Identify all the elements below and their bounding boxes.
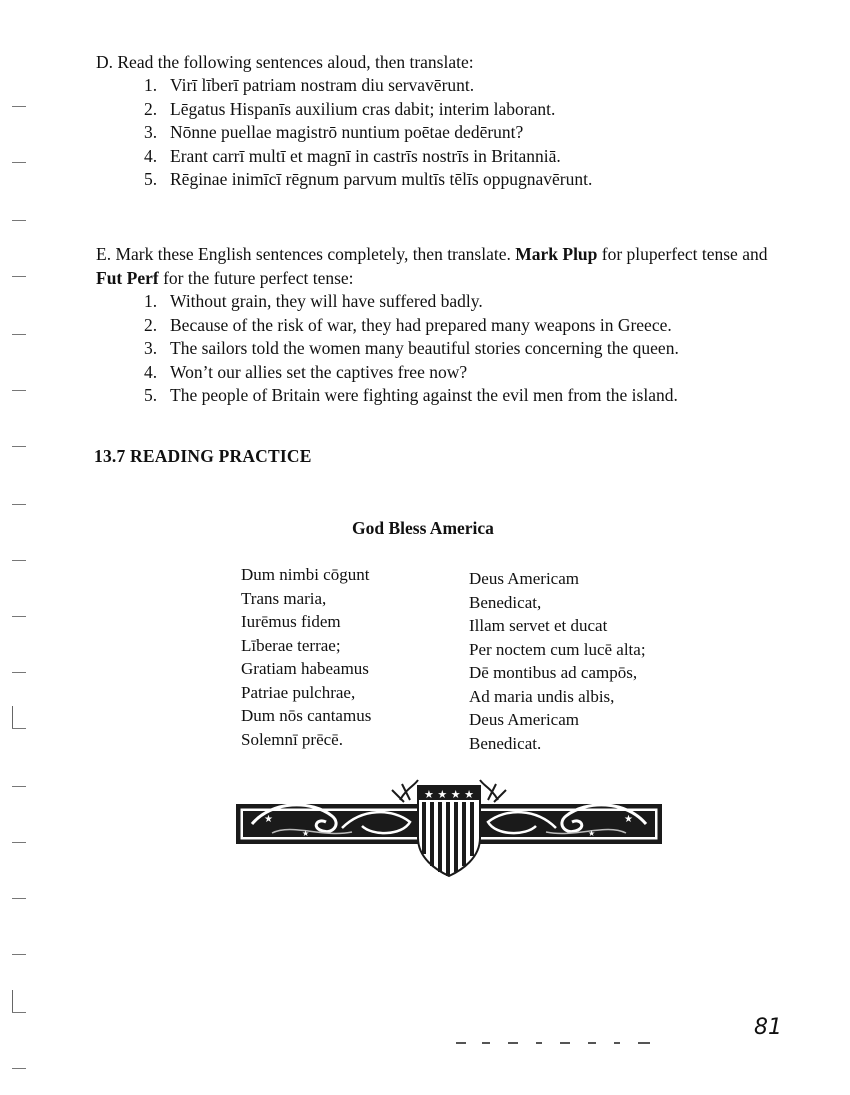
- item-number: 4.: [144, 361, 158, 382]
- item-text: The sailors told the women many beautiful stories concerning the queen.: [170, 338, 679, 358]
- svg-text:★ ★ ★ ★: ★ ★ ★ ★: [424, 788, 474, 801]
- svg-text:★: ★: [302, 829, 310, 838]
- list-item: [144, 361, 786, 385]
- item-text: Because of the risk of war, they had prepared many weapons in Greece.: [170, 314, 672, 335]
- item-text: Virī līberī patriam nostram diu servavērunt.: [170, 75, 475, 95]
- song-line: Iurēmus fidem: [241, 612, 341, 631]
- item-number: 5.: [144, 169, 158, 189]
- song-left-column: [241, 563, 371, 751]
- section-d-instruction: D. Read the following sentences aloud, then translate:: [96, 52, 474, 72]
- item-number: 5.: [144, 385, 158, 405]
- section-e-instruction: [96, 242, 786, 290]
- list-item: [144, 290, 786, 314]
- song-line: Benedicat,: [469, 592, 542, 612]
- song-line: Līberae terrae;: [241, 635, 341, 655]
- song-line: Deus Americam: [469, 710, 579, 729]
- list-item: [144, 314, 786, 338]
- song-line: Ad maria undis albis,: [469, 686, 615, 706]
- item-text: Without grain, they will have suffered badly.: [170, 291, 483, 311]
- song-line: Dē montibus ad campōs,: [469, 663, 638, 682]
- instruction-text: for the future perfect tense:: [158, 268, 354, 288]
- mark-plup-label: Mark Plup: [515, 244, 598, 264]
- song-line: Deus Americam: [469, 569, 579, 588]
- fut-perf-label: Fut Perf: [96, 268, 159, 288]
- item-number: 3.: [144, 122, 158, 142]
- song-title: God Bless America: [352, 518, 494, 538]
- section-e: [96, 242, 786, 408]
- song-line: Benedicat.: [469, 733, 542, 753]
- song-line: Trans maria,: [241, 588, 327, 608]
- song-line: Per noctem cum lucē alta;: [469, 639, 646, 659]
- item-text: Won’t our allies set the captives free now?: [170, 361, 468, 382]
- svg-text:★: ★: [588, 829, 596, 838]
- list-item: [144, 337, 786, 361]
- section-d: [96, 50, 816, 192]
- section-e-list: [144, 290, 786, 408]
- shield-eagle-banner-icon: [232, 778, 666, 878]
- list-item: [144, 168, 816, 192]
- item-number: 2.: [144, 98, 158, 119]
- song-line: Illam servet et ducat: [469, 616, 608, 635]
- song-line: Dum nōs cantamus: [241, 706, 372, 725]
- item-text: Erant carrī multī et magnī in castrīs nostrīs in Britanniā.: [170, 145, 561, 166]
- instruction-text: for pluperfect tense and: [597, 244, 768, 264]
- song-line: Dum nimbi cōgunt: [241, 565, 370, 584]
- item-number: 2.: [144, 314, 158, 335]
- reading-practice-heading: 13.7 READING PRACTICE: [94, 446, 312, 466]
- item-number: 1.: [144, 75, 158, 95]
- svg-text:★: ★: [264, 814, 273, 825]
- instruction-text: E. Mark these English sentences completely, then translate.: [96, 244, 516, 264]
- section-d-list: [144, 74, 816, 192]
- footer-mark: [456, 1040, 666, 1046]
- item-text: Nōnne puellae magistrō nuntium poētae dedērunt?: [170, 122, 524, 142]
- list-item: [144, 121, 816, 145]
- song-line: Gratiam habeamus: [241, 659, 369, 678]
- song-line: Patriae pulchrae,: [241, 682, 356, 702]
- item-text: Lēgatus Hispanīs auxilium cras dabit; interim laborant.: [170, 98, 556, 119]
- binding-marks: [12, 0, 36, 1095]
- list-item: [144, 74, 816, 98]
- item-number: 1.: [144, 291, 158, 311]
- item-text: The people of Britain were fighting against the evil men from the island.: [170, 385, 678, 405]
- list-item: [144, 145, 816, 169]
- list-item: [144, 384, 786, 408]
- item-number: 4.: [144, 145, 158, 166]
- song-right-column: [469, 567, 646, 755]
- song-line: Solemnī prēcē.: [241, 729, 343, 749]
- page-number: 81: [754, 1015, 782, 1040]
- svg-text:★: ★: [624, 814, 633, 825]
- item-text: Rēginae inimīcī rēgnum parvum multīs tēlīs oppugnavērunt.: [170, 169, 593, 189]
- item-number: 3.: [144, 338, 158, 358]
- list-item: [144, 98, 816, 122]
